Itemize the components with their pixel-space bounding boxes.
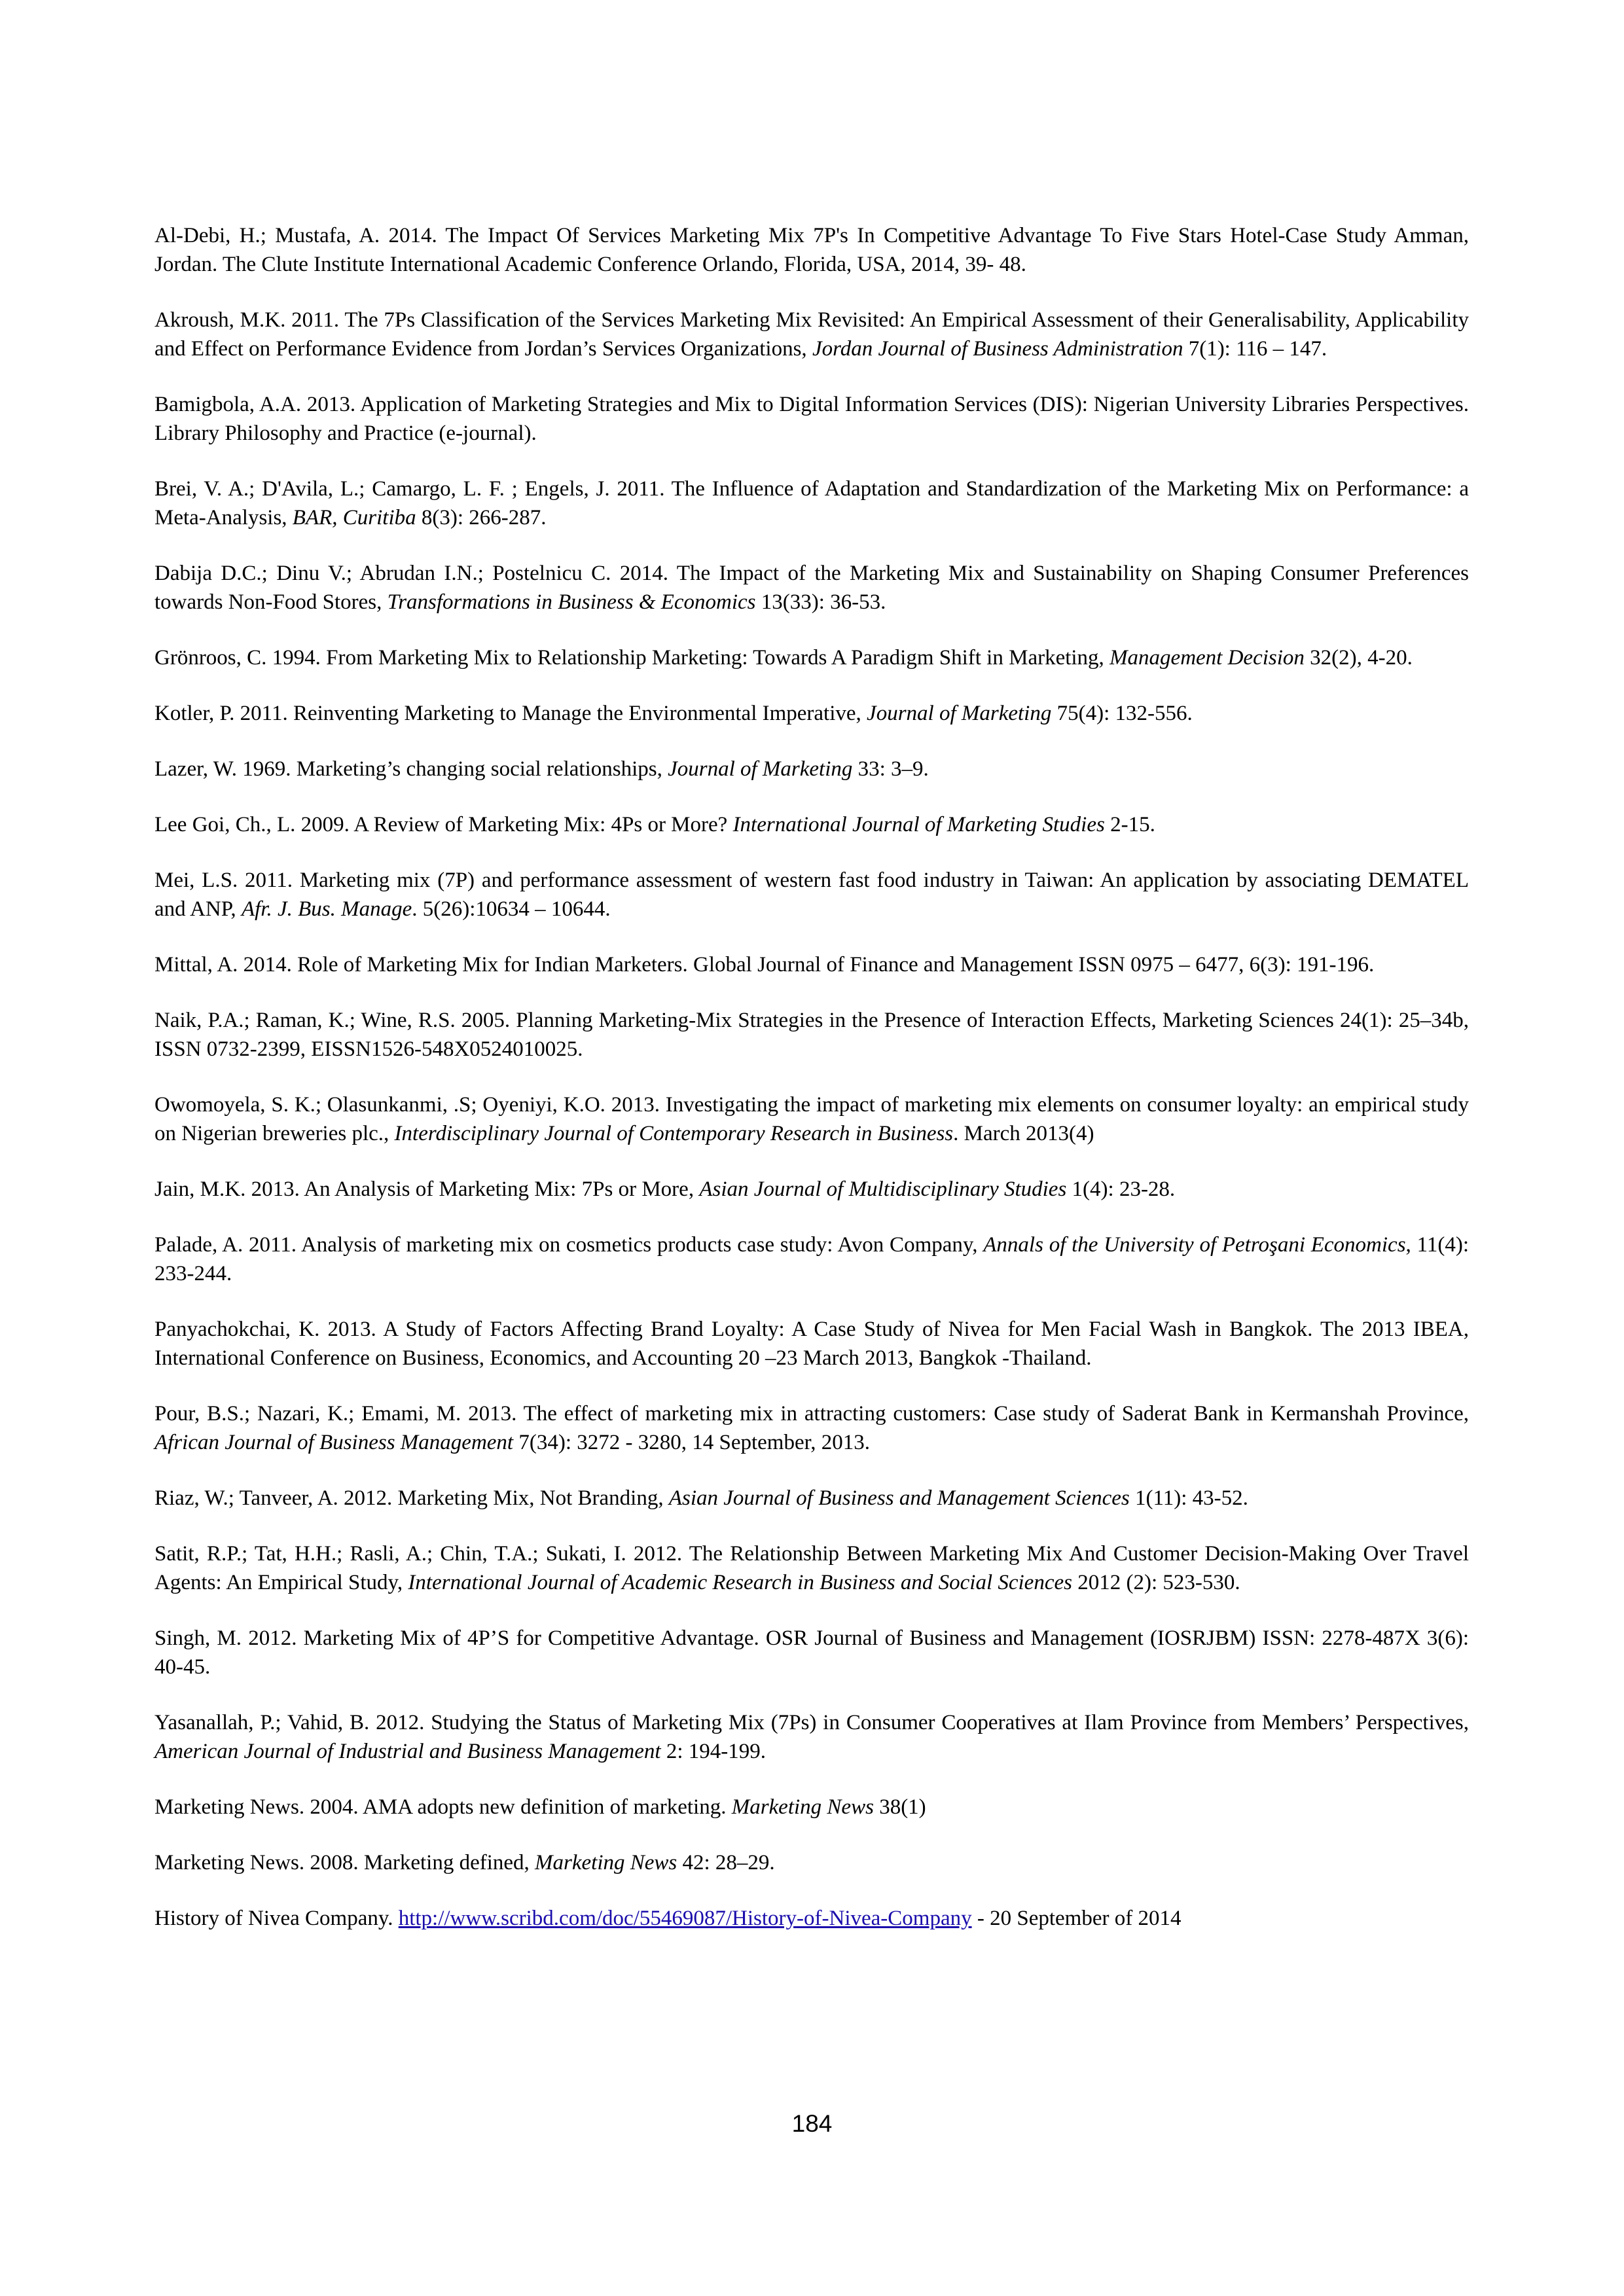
reference-entry: [154, 1006, 1469, 1064]
reference-details: 1(11): 43-52.: [1129, 1486, 1248, 1510]
reference-source-title: Journal of Marketing: [668, 757, 853, 781]
reference-entry: [154, 950, 1469, 979]
reference-entry: [154, 221, 1469, 279]
reference-source-title: International Journal of Academic Research in Business and Social Sciences: [408, 1571, 1072, 1594]
reference-source-title: Afr. J. Bus. Manage: [241, 897, 412, 921]
reference-entry: [154, 1539, 1469, 1597]
reference-entry: [154, 306, 1469, 363]
reference-details: 38(1): [873, 1795, 926, 1819]
reference-details: 2012 (2): 523-530.: [1072, 1571, 1240, 1594]
reference-source-title: Asian Journal of Multidisciplinary Studies: [699, 1177, 1067, 1201]
page-number: 184: [791, 2110, 833, 2137]
reference-entry: [154, 1904, 1469, 1933]
reference-text: Marketing News. 2004. AMA adopts new definition of marketing.: [154, 1795, 732, 1819]
reference-details: 2: 194-199.: [660, 1740, 767, 1763]
reference-text: Brei, V. A.; D'Avila, L.; Camargo, L. F. ; Engels, J. 2011. The Influence of Adaptation and Standardization of the Marketing Mix on Performance: a Meta-Analysis,: [154, 477, 1469, 529]
reference-text: Naik, P.A.; Raman, K.; Wine, R.S. 2005. Planning Marketing-Mix Strategies in the Presence of Interaction Effects, Marketing Sciences 24(1): 25–34b, ISSN 0732-2399, EISSN1526-548X0524010025.: [154, 1009, 1469, 1061]
reference-source-title: Annals of the University of Petroşani Economics: [983, 1233, 1406, 1257]
reference-entry: [154, 755, 1469, 783]
reference-details: 13(33): 36-53.: [755, 590, 886, 614]
reference-details: 42: 28–29.: [677, 1851, 775, 1874]
reference-entry: [154, 1484, 1469, 1513]
reference-text: Owomoyela, S. K.; Olasunkanmi, .S; Oyeniyi, K.O. 2013. Investigating the impact of marketing mix elements on consumer loyalty: an empirical study on Nigerian breweries plc.,: [154, 1093, 1469, 1145]
reference-text: Panyachokchai, K. 2013. A Study of Factors Affecting Brand Loyalty: A Case Study of Nivea for Men Facial Wash in Bangkok. The 2013 IBEA, International Conference on Business, Economics, and Accounting 20 –23 March 2013, Bangkok -Thailand.: [154, 1318, 1469, 1370]
reference-text: Grönroos, C. 1994. From Marketing Mix to Relationship Marketing: Towards A Paradigm Shift in Marketing,: [154, 646, 1110, 670]
reference-entry: [154, 810, 1469, 839]
reference-text: Pour, B.S.; Nazari, K.; Emami, M. 2013. The effect of marketing mix in attracting customers: Case study of Saderat Bank in Kermanshah Province,: [154, 1402, 1469, 1426]
reference-details: . March 2013(4): [953, 1122, 1094, 1145]
reference-source-title: American Journal of Industrial and Business Management: [154, 1740, 661, 1763]
reference-entry: [154, 699, 1469, 728]
reference-text: Palade, A. 2011. Analysis of marketing mix on cosmetics products case study: Avon Company,: [154, 1233, 984, 1257]
reference-source-title: Jordan Journal of Business Administration: [812, 337, 1183, 361]
reference-text: Bamigbola, A.A. 2013. Application of Marketing Strategies and Mix to Digital Information Services (DIS): Nigerian University Libraries Perspectives. Library Philosophy and Practice (e-journal).: [154, 393, 1469, 445]
reference-text: Lee Goi, Ch., L. 2009. A Review of Marketing Mix: 4Ps or More?: [154, 813, 733, 836]
reference-details: - 20 September of 2014: [971, 1907, 1182, 1930]
reference-entry: [154, 1090, 1469, 1148]
reference-details: 33: 3–9.: [852, 757, 929, 781]
reference-entry: [154, 1399, 1469, 1457]
reference-text: Lazer, W. 1969. Marketing’s changing social relationships,: [154, 757, 668, 781]
reference-text: Akroush, M.K. 2011. The 7Ps Classification of the Services Marketing Mix Revisited: An Empirical Assessment of their Generalisability, Applicability and Effect on Performance Evidence from Jordan’s Services Organizations,: [154, 308, 1469, 361]
reference-details: 1(4): 23-28.: [1066, 1177, 1176, 1201]
reference-entry: [154, 1230, 1469, 1288]
reference-source-title: Management Decision: [1110, 646, 1305, 670]
reference-text: Dabija D.C.; Dinu V.; Abrudan I.N.; Postelnicu C. 2014. The Impact of the Marketing Mix and Sustainability on Shaping Consumer Preferences towards Non-Food Stores,: [154, 562, 1469, 614]
reference-source-title: International Journal of Marketing Studies: [732, 813, 1105, 836]
reference-details: . 5(26):10634 – 10644.: [412, 897, 611, 921]
reference-details: 32(2), 4-20.: [1304, 646, 1413, 670]
reference-details: , 11(4): 233-244.: [154, 1233, 1469, 1285]
reference-entry: [154, 559, 1469, 617]
reference-entry: [154, 1624, 1469, 1681]
reference-text: Kotler, P. 2011. Reinventing Marketing to Manage the Environmental Imperative,: [154, 702, 867, 725]
reference-text: Mei, L.S. 2011. Marketing mix (7P) and performance assessment of western fast food industry in Taiwan: An application by associating DEMATEL and ANP,: [154, 869, 1469, 921]
reference-details: 75(4): 132-556.: [1051, 702, 1193, 725]
reference-text: Jain, M.K. 2013. An Analysis of Marketing Mix: 7Ps or More,: [154, 1177, 700, 1201]
reference-text: Al-Debi, H.; Mustafa, A. 2014. The Impact Of Services Marketing Mix 7P's In Competitive Advantage To Five Stars Hotel-Case Study Amman, Jordan. The Clute Institute International Academic Conference Orlando, Florida, USA, 2014, 39- 48.: [154, 224, 1469, 276]
reference-text: Satit, R.P.; Tat, H.H.; Rasli, A.; Chin, T.A.; Sukati, I. 2012. The Relationship Between Marketing Mix And Customer Decision-Making Over Travel Agents: An Empirical Study,: [154, 1542, 1469, 1594]
reference-details: 7(34): 3272 - 3280, 14 September, 2013.: [513, 1431, 871, 1454]
reference-source-title: Interdisciplinary Journal of Contemporary Research in Business: [394, 1122, 954, 1145]
reference-source-title: African Journal of Business Management: [154, 1431, 514, 1454]
reference-details: 2-15.: [1104, 813, 1155, 836]
reference-source-title: Marketing News: [535, 1851, 677, 1874]
reference-entry: [154, 1315, 1469, 1372]
reference-entry: [154, 643, 1469, 672]
reference-details: 7(1): 116 – 147.: [1183, 337, 1327, 361]
reference-text: Singh, M. 2012. Marketing Mix of 4P’S for Competitive Advantage. OSR Journal of Business and Management (IOSRJBM) ISSN: 2278-487X 3(6): 40-45.: [154, 1626, 1469, 1679]
reference-text: Marketing News. 2008. Marketing defined,: [154, 1851, 535, 1874]
reference-source-title: Journal of Marketing: [867, 702, 1052, 725]
reference-source-title: Transformations in Business & Economics: [387, 590, 756, 614]
reference-entry: [154, 1793, 1469, 1821]
reference-text: Mittal, A. 2014. Role of Marketing Mix for Indian Marketers. Global Journal of Finance and Management ISSN 0975 – 6477, 6(3): 191-196.: [154, 953, 1375, 977]
reference-text: Yasanallah, P.; Vahid, B. 2012. Studying the Status of Marketing Mix (7Ps) in Consumer Cooperatives at Ilam Province from Members’ Perspectives,: [154, 1711, 1469, 1734]
reference-entry: [154, 1175, 1469, 1204]
reference-list: [154, 221, 1469, 1933]
reference-source-title: BAR, Curitiba: [292, 506, 416, 529]
reference-link[interactable]: http://www.scribd.com/doc/55469087/History-of-Nivea-Company: [398, 1907, 972, 1930]
reference-source-title: Asian Journal of Business and Management Sciences: [668, 1486, 1130, 1510]
reference-entry: [154, 866, 1469, 924]
reference-details: 8(3): 266-287.: [416, 506, 547, 529]
reference-entry: [154, 1848, 1469, 1877]
reference-entry: [154, 475, 1469, 532]
reference-entry: [154, 1708, 1469, 1766]
reference-text: Riaz, W.; Tanveer, A. 2012. Marketing Mix, Not Branding,: [154, 1486, 669, 1510]
reference-entry: [154, 390, 1469, 448]
reference-text: History of Nivea Company.: [154, 1907, 399, 1930]
reference-source-title: Marketing News: [731, 1795, 874, 1819]
